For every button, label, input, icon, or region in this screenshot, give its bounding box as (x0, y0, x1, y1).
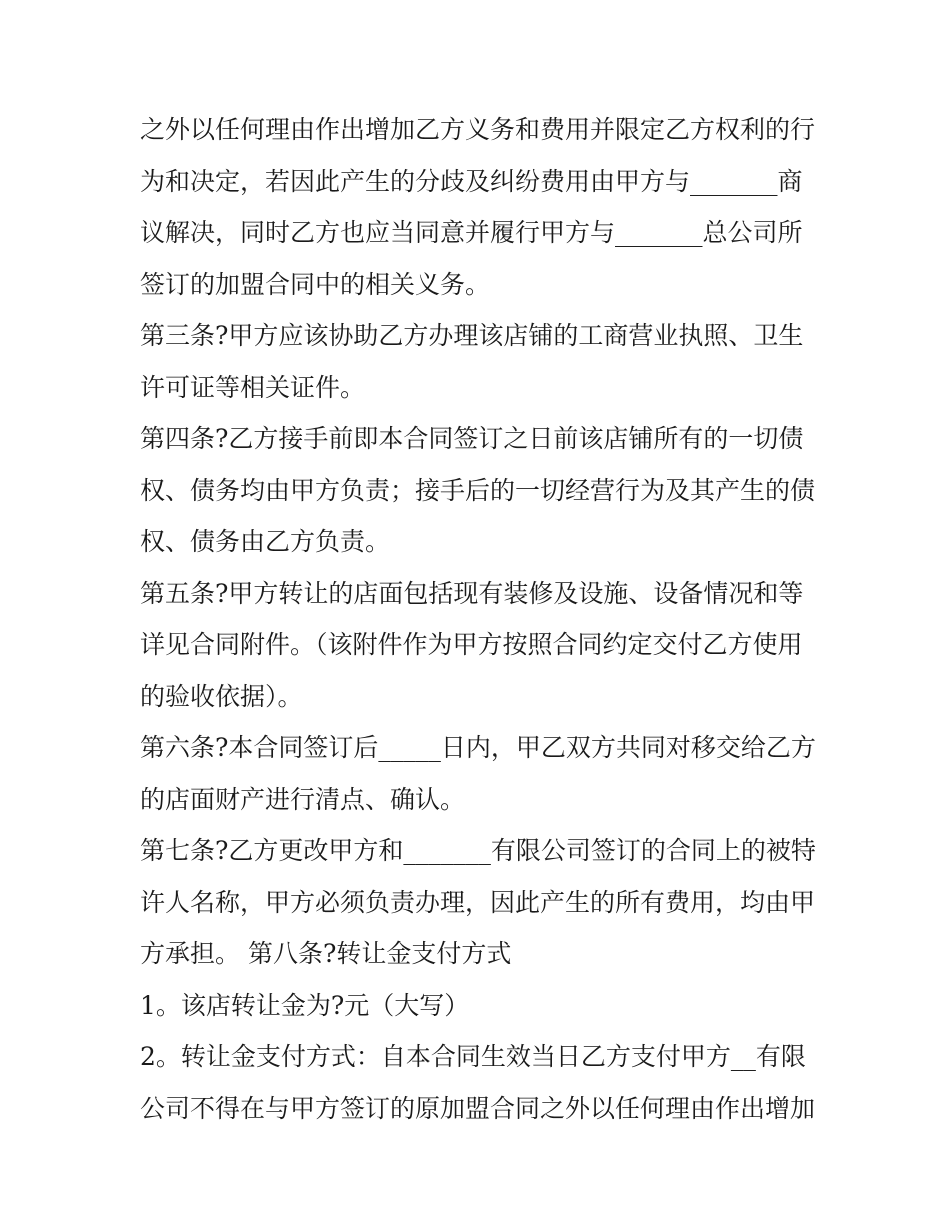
clause-4-line-3: 权、债务由乙方负责。 (140, 527, 391, 556)
clause-6-line-1: 第六条?本合同签订后_____日内，甲乙双方共同对移交给乙方 (140, 733, 816, 762)
clause-7-line-1: 第七条?乙方更改甲方和_______有限公司签订的合同上的被特 (140, 836, 816, 865)
clause-5-line-3: 的验收依据）。 (140, 681, 303, 711)
clause-7-line-3: 方承担。 第八条?转让金支付方式 (140, 939, 512, 968)
clause-3-line-2: 许可证等相关证件。 (140, 372, 366, 402)
text-line-2: 为和决定，若因此产生的分歧及纠纷费用由甲方与_______商 (140, 166, 803, 196)
clause-6-line-2: 的店面财产进行清点、确认。 (140, 784, 466, 814)
clause-7-line-2: 许人名称，甲方必须负责办理，因此产生的所有费用，均由甲 (140, 887, 816, 917)
text-line-3: 议解决，同时乙方也应当同意并履行甲方与_______总公司所 (140, 218, 803, 247)
clause-4-line-2: 权、债务均由甲方负责；接手后的一切经营行为及其产生的债 (140, 475, 816, 505)
text-line-4: 签订的加盟合同中的相关义务。 (140, 269, 491, 299)
payment-item-2-line-2: 公司不得在与甲方签订的原加盟合同之外以任何理由作出增加 (140, 1093, 816, 1123)
text-line-1: 之外以任何理由作出增加乙方义务和费用并限定乙方权利的行 (140, 115, 816, 144)
clause-4-line-1: 第四条?乙方接手前即本合同签订之日前该店铺所有的一切债 (140, 424, 804, 453)
clause-5-line-2: 详见合同附件。（该附件作为甲方按照合同约定交付乙方使用 (140, 630, 803, 659)
clause-3-line-1: 第三条?甲方应该协助乙方办理该店铺的工商营业执照、卫生 (140, 321, 804, 350)
clause-5-line-1: 第五条?甲方转让的店面包括现有装修及设施、设备情况和等 (140, 578, 804, 608)
payment-item-1: 1。该店转让金为?元（大写） (140, 990, 470, 1020)
contract-body (140, 104, 820, 1134)
payment-item-2-line-1: 2。转让金支付方式：自本合同生效当日乙方支付甲方__有限 (140, 1042, 806, 1071)
